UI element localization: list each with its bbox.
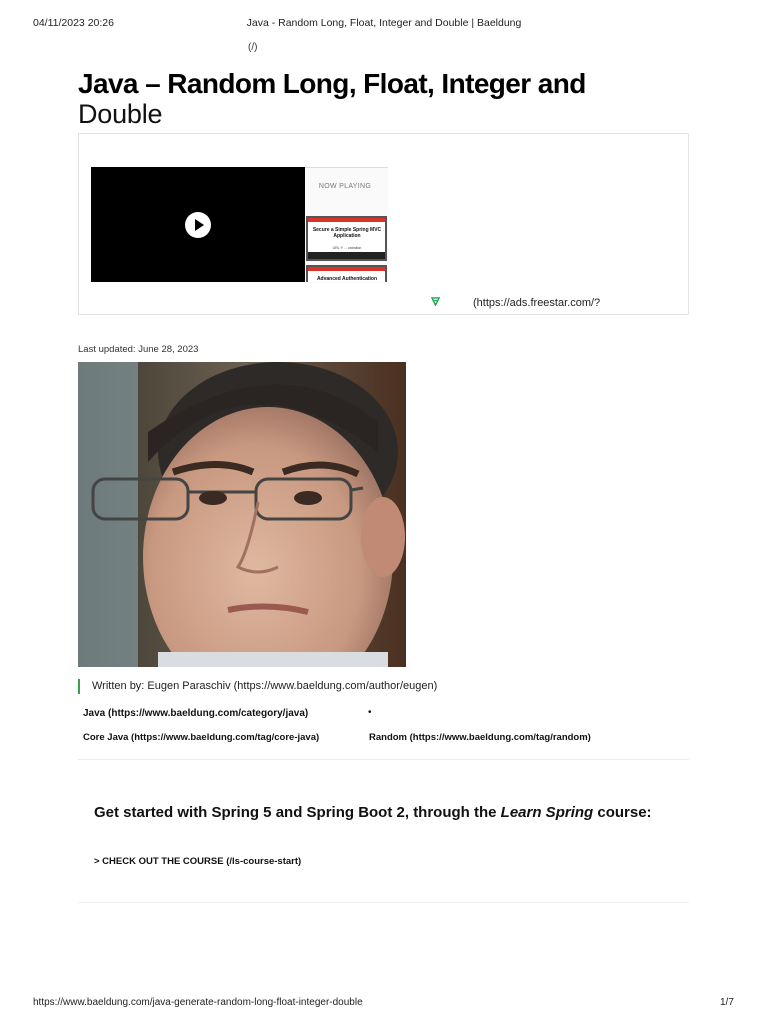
- now-playing-label: NOW PLAYING: [318, 183, 372, 190]
- playlist-item-title: Secure a Simple Spring MVC Application: [312, 227, 382, 239]
- thumbnail-footer-bar: [308, 252, 385, 259]
- course-promo-heading: [94, 804, 652, 821]
- print-url: https://www.baeldung.com/java-generate-random-long-float-integer-double: [33, 997, 363, 1008]
- play-icon: [195, 219, 204, 231]
- check-out-course-link[interactable]: > CHECK OUT THE COURSE (/ls-course-start): [94, 856, 302, 867]
- home-link[interactable]: (/): [248, 42, 258, 53]
- print-datetime: 04/11/2023 20:26: [33, 17, 114, 29]
- tag-link-core-java[interactable]: Core Java (https://www.baeldung.com/tag/core-java): [83, 732, 320, 743]
- thumbnail-header-bar: [308, 218, 385, 222]
- freestar-icon[interactable]: [431, 297, 440, 308]
- playlist-item[interactable]: [306, 265, 387, 282]
- print-page-title: Java - Random Long, Float, Integer and Double | Baeldung: [246, 17, 522, 29]
- last-updated: Last updated: June 28, 2023: [78, 344, 199, 355]
- promo-course-name: Learn Spring: [500, 804, 594, 821]
- author-photo: [78, 362, 406, 667]
- category-link[interactable]: Java (https://www.baeldung.com/category/java): [83, 708, 309, 719]
- category-separator: •: [368, 707, 372, 718]
- print-page-number: 1/7: [720, 997, 734, 1008]
- promo-suffix: course:: [593, 804, 652, 821]
- playlist-item-subtitle: URL·Y ... ustration: [332, 246, 362, 250]
- page-title: [78, 68, 718, 130]
- playlist-item[interactable]: [306, 216, 387, 261]
- ad-link[interactable]: (https://ads.freestar.com/?: [473, 297, 601, 309]
- author-byline[interactable]: Written by: Eugen Paraschiv (https://www.baeldung.com/author/eugen): [78, 679, 437, 694]
- page-title-last-word: Double: [78, 99, 163, 129]
- thumbnail-header-bar: [308, 267, 385, 271]
- divider: [78, 902, 689, 903]
- page-title-main: Java – Random Long, Float, Integer and: [78, 68, 586, 99]
- promo-prefix: Get started with Spring 5 and Spring Boot 2, through the: [94, 804, 501, 821]
- playlist-item-title: Advanced Authentication: [316, 276, 378, 282]
- divider: [78, 759, 689, 760]
- tag-link-random[interactable]: Random (https://www.baeldung.com/tag/random): [369, 732, 591, 743]
